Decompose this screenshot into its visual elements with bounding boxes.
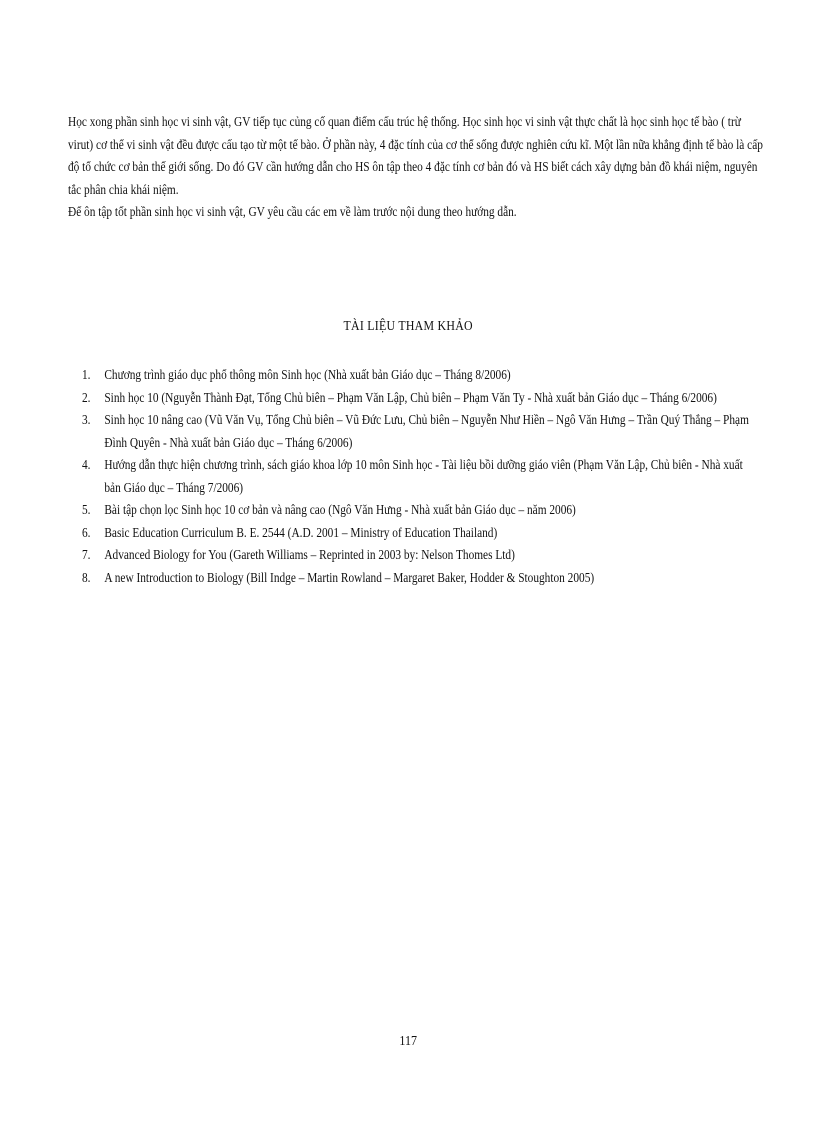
reference-number: 4. <box>82 457 91 472</box>
reference-number: 5. <box>82 502 91 517</box>
reference-text: Hướng dẫn thực hiện chương trình, sách giáo khoa lớp 10 môn Sinh học - Tài liệu bồi dưỡng giáo viên (Phạm Văn Lập, Chủ biên - Nhà xuất bản Giáo dục – Tháng 7/2006) <box>104 457 743 495</box>
references-heading <box>0 318 816 334</box>
reference-number: 2. <box>82 389 91 405</box>
intro-text <box>68 111 768 224</box>
reference-text: Sinh học 10 (Nguyễn Thành Đạt, Tổng Chủ biên – Phạm Văn Lập, Chủ biên – Phạm Văn Ty - Nhà xuất bản Giáo dục – Tháng 6/2006) <box>104 389 717 405</box>
intro-paragraph: Để ôn tập tốt phần sinh học vi sinh vật, GV yêu cầu các em về làm trước nội dung theo hướng dẫn. <box>68 204 517 219</box>
reference-item <box>82 567 753 590</box>
references-list <box>82 364 753 589</box>
reference-item <box>82 454 753 499</box>
reference-text: Chương trình giáo dục phổ thông môn Sinh học (Nhà xuất bản Giáo dục – Tháng 8/2006) <box>104 367 511 382</box>
reference-item <box>82 364 753 387</box>
reference-number: 1. <box>82 367 91 382</box>
reference-text: A new Introduction to Biology (Bill Indge – Martin Rowland – Margaret Baker, Hodder & Stoughton 2005) <box>104 569 595 585</box>
references-heading-text: TÀI LIỆU THAM KHẢO <box>343 318 473 333</box>
page-number <box>0 1034 816 1050</box>
reference-text: Sinh học 10 nâng cao (Vũ Văn Vụ, Tổng Chủ biên – Vũ Đức Lưu, Chủ biên – Nguyễn Như Hiền – Ngô Văn Hưng – Trần Quý Thắng – Phạm Đình Quyên - Nhà xuất bản Giáo dục – Tháng 6/2006) <box>104 412 749 450</box>
reference-item <box>82 409 753 454</box>
reference-text: Bài tập chọn lọc Sinh học 10 cơ bản và nâng cao (Ngô Văn Hưng - Nhà xuất bản Giáo dục – năm 2006) <box>104 502 576 517</box>
reference-item <box>82 544 753 567</box>
reference-item <box>82 499 753 522</box>
reference-number: 3. <box>82 412 91 427</box>
intro-paragraph: Học xong phần sinh học vi sinh vật, GV tiếp tục củng cố quan điểm cấu trúc hệ thống. Học sinh học vi sinh vật thực chất là học sinh học tế bào ( trừ virut) cơ thể vi sinh vật đều được cấu tạo từ một tế bào. Ở phần này, 4 đặc tính của cơ thể sống được nghiên cứu kĩ. Một lần nữa khẳng định tế bào là cấp độ tổ chức cơ bản thế giới sống. Do đó GV cần hướng dẫn cho HS ôn tập theo 4 đặc tính cơ bản đó và HS biết cách xây dựng bản đồ khái niệm, nguyên tắc phân chia khái niệm. <box>68 114 763 197</box>
reference-text: Advanced Biology for You (Gareth Williams – Reprinted in 2003 by: Nelson Thomes Ltd) <box>104 547 515 562</box>
reference-number: 8. <box>82 569 91 585</box>
reference-number: 6. <box>82 524 91 540</box>
page-number-text: 117 <box>399 1034 417 1049</box>
reference-item <box>82 522 753 545</box>
reference-text: Basic Education Curriculum B. E. 2544 (A.D. 2001 – Ministry of Education Thailand) <box>104 524 498 540</box>
reference-item <box>82 387 753 410</box>
reference-number: 7. <box>82 547 91 562</box>
